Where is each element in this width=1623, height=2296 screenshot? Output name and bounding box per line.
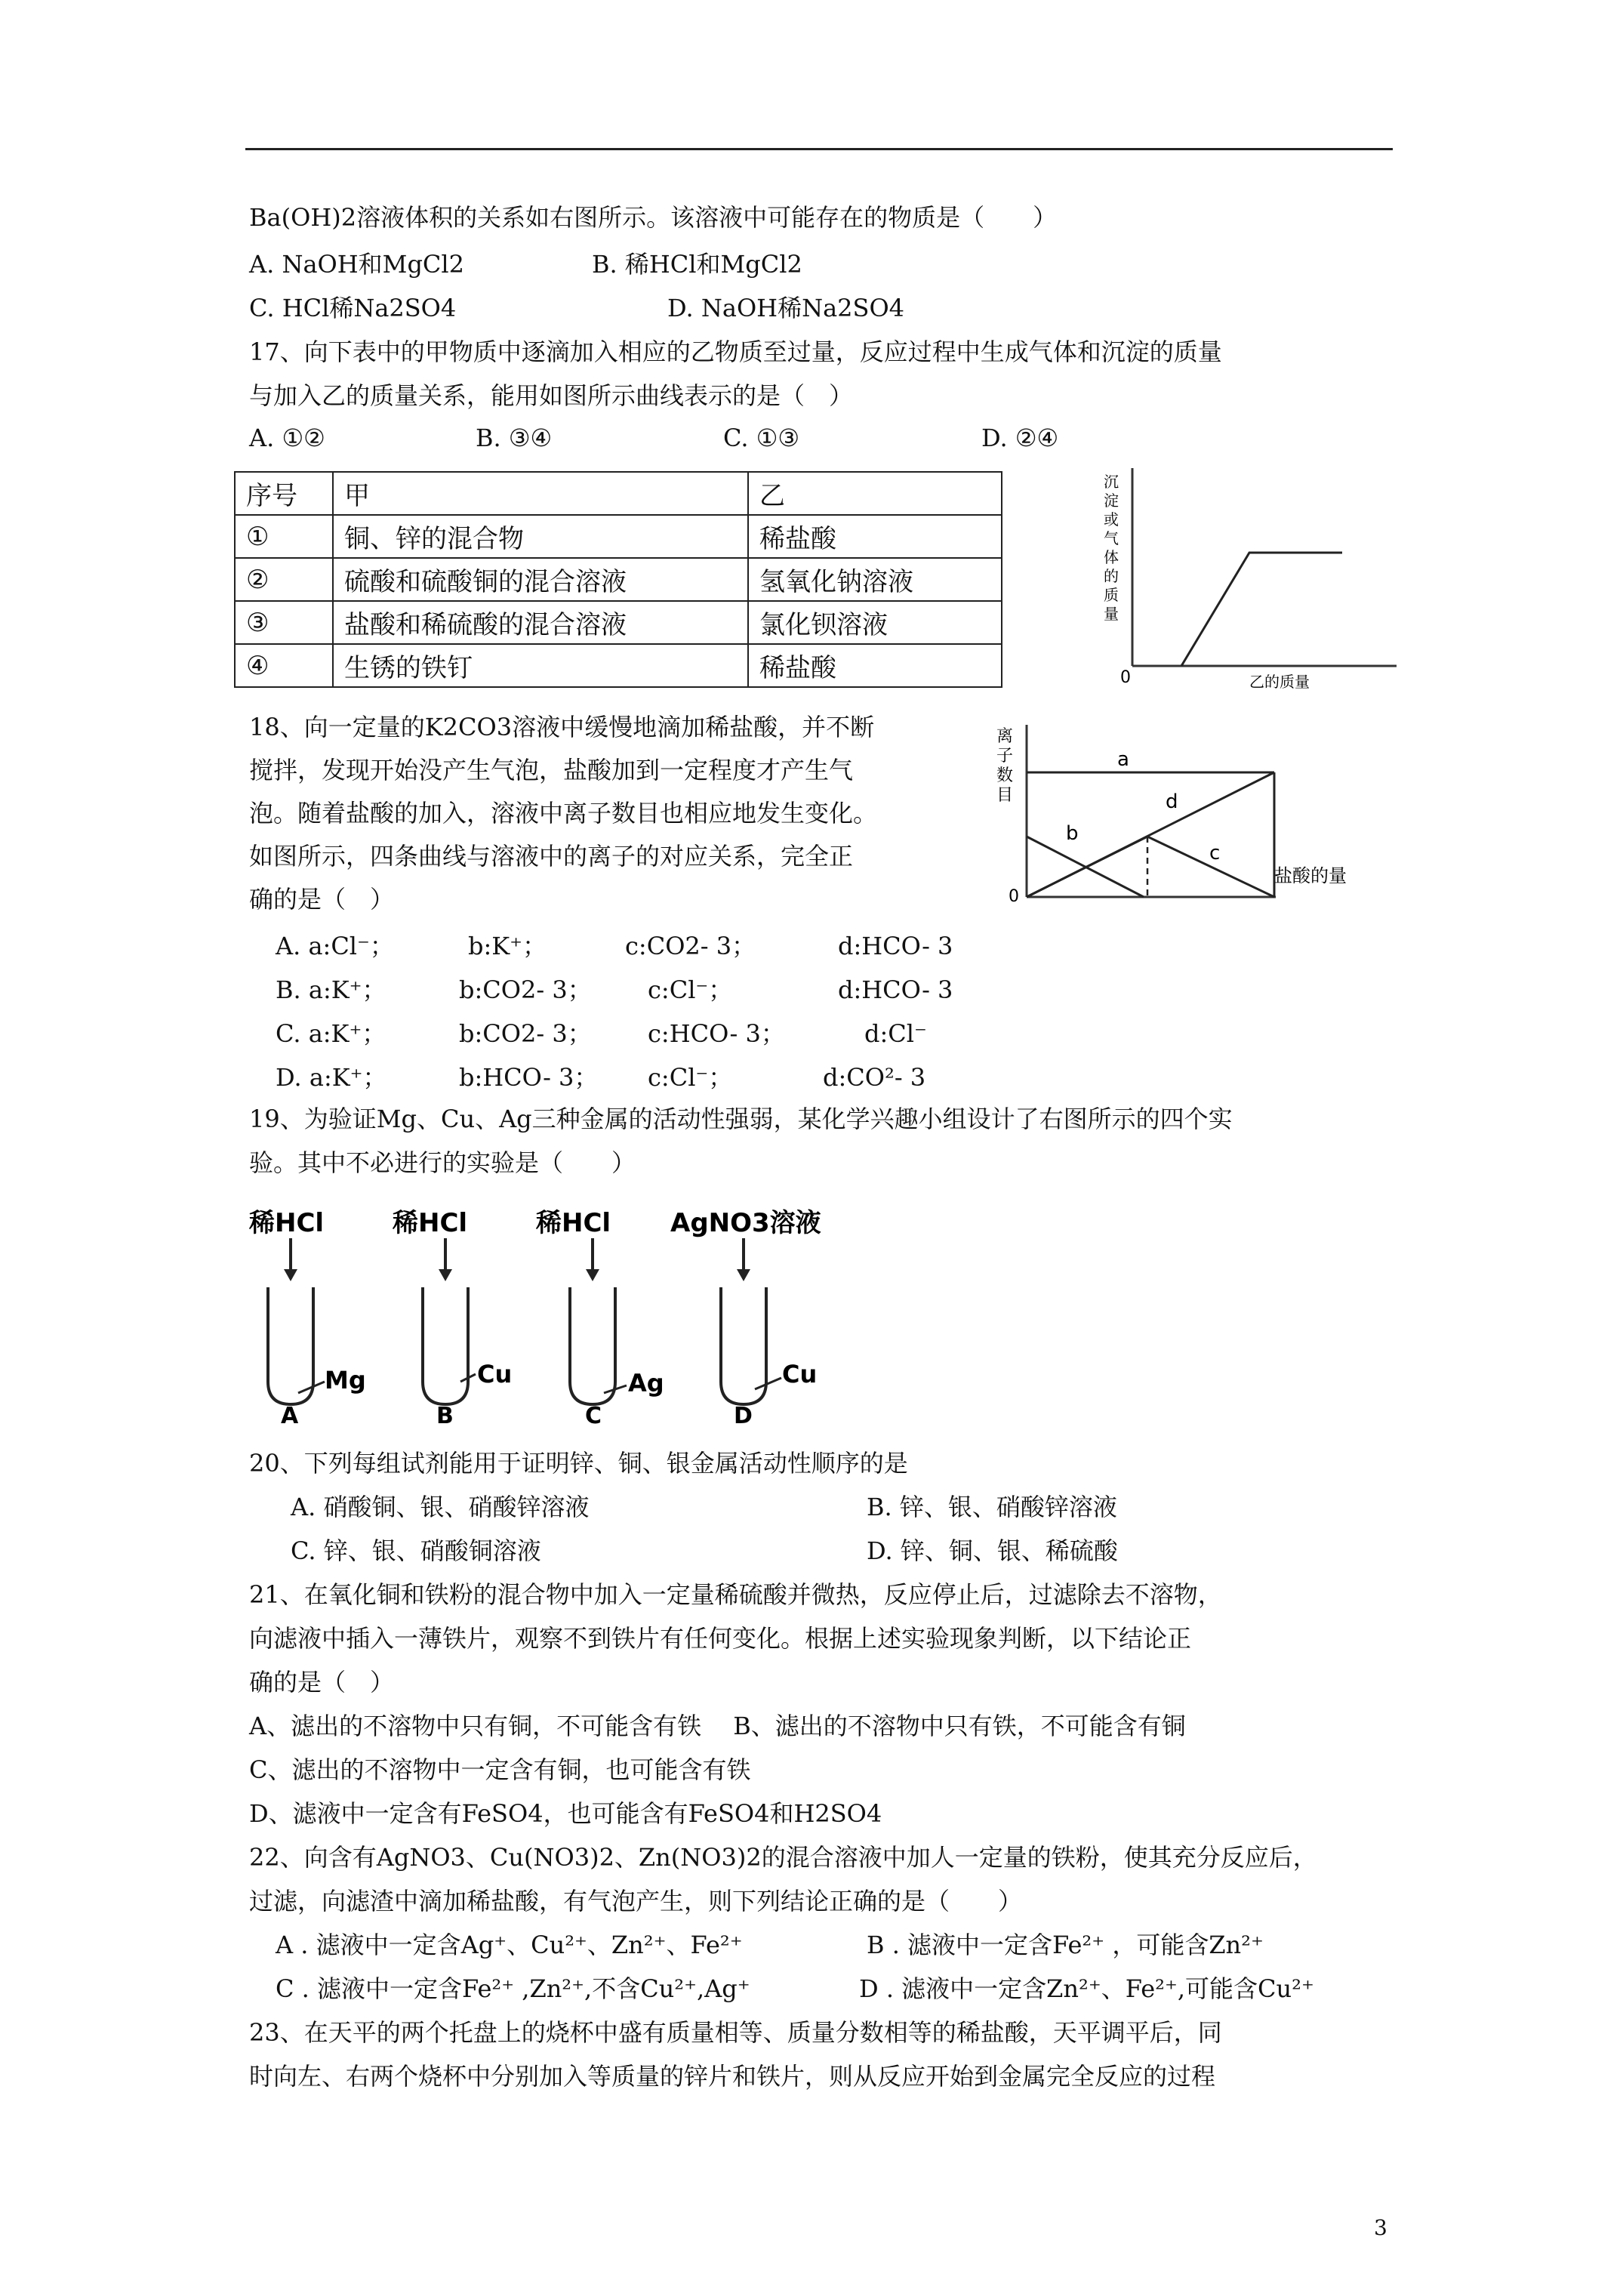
tube-D-letter: D: [734, 1403, 753, 1429]
q19-experiment-figure: [242, 1204, 861, 1431]
q21-option-d: D、滤液中一定含有FeSO4，也可能含有FeSO4和H2SO4: [249, 1799, 882, 1828]
table-row: [235, 601, 1002, 644]
y-axis-label-3: 或: [1104, 510, 1119, 529]
table-cell: 铜、锌的混合物: [333, 515, 748, 558]
tube-B-reagent: 稀HCl: [393, 1208, 468, 1238]
y-axis-label-5: 体: [1104, 548, 1119, 566]
tube-D: [670, 1208, 821, 1429]
tube-A: [248, 1208, 366, 1429]
q17-stem-2: 与加入乙的质量关系，能用如图所示曲线表示的是（ ）: [249, 381, 854, 410]
table-cell: 生锈的铁钉: [333, 644, 748, 687]
tube-D-arrowhead: [737, 1269, 750, 1281]
q17-table: [234, 471, 1002, 688]
y-axis-label-7: 质: [1104, 586, 1119, 604]
y-axis-label-2: 子: [996, 747, 1014, 766]
q18-B-1: B. a:K⁺；: [276, 975, 387, 1004]
tube-A-test-tube: [268, 1287, 313, 1404]
tube-D-reagent: AgNO3溶液: [670, 1208, 821, 1238]
origin-label: 0: [1120, 668, 1131, 687]
q18-A-1: A. a:Cl⁻；: [276, 932, 394, 960]
table-cell: ①: [235, 515, 333, 558]
q22-stem-1: 22、向含有AgNO3、Cu(NO3)2、Zn(NO3)2的混合溶液中加人一定量的铁粉，使其充分反应后，: [249, 1843, 1317, 1872]
tube-A-reagent: 稀HCl: [249, 1208, 325, 1238]
q17-option-b: B. ③④: [476, 424, 553, 452]
q18-stem-3: 泡。随着盐酸的加入，溶液中离子数目也相应地发生变化。: [249, 799, 878, 827]
q18-graph: [989, 717, 1381, 914]
q18-stem-2: 搅拌，发现开始没产生气泡，盐酸加到一定程度才产生气: [249, 756, 854, 784]
tube-C-test-tube: [570, 1287, 615, 1404]
q18-B-3: c:Cl⁻；: [648, 975, 733, 1004]
q17-option-d: D. ②④: [981, 424, 1059, 452]
y-axis-label-6: 的: [1104, 567, 1119, 585]
y-axis-label-1: 沉: [1104, 473, 1119, 491]
tube-C: [535, 1208, 664, 1429]
table-cell: ②: [235, 558, 333, 601]
tube-A-letter: A: [281, 1403, 299, 1429]
q20-option-d: D. 锌、铜、银、稀硫酸: [867, 1536, 1118, 1565]
tube-A-metal: Mg: [325, 1366, 366, 1395]
table-row: [235, 515, 1002, 558]
q20-option-a: A. 硝酸铜、银、硝酸锌溶液: [291, 1493, 590, 1521]
q16-option-c: C. HCl稀Na2SO4: [249, 294, 457, 322]
q23-stem-1: 23、在天平的两个托盘上的烧杯中盛有质量相等、质量分数相等的稀盐酸，天平调平后，同: [249, 2018, 1222, 2047]
tube-B-test-tube: [423, 1287, 468, 1404]
q18-C-4: d:Cl⁻: [864, 1019, 927, 1048]
table-cell: 氯化钡溶液: [748, 601, 1002, 644]
q22-option-c: C . 滤液中一定含Fe²⁺ ,Zn²⁺,不含Cu²⁺,Ag⁺: [276, 1974, 750, 2003]
tube-B-arrowhead: [439, 1269, 452, 1281]
tube-B-letter: B: [436, 1403, 454, 1429]
q21-stem-1: 21、在氧化铜和铁粉的混合物中加入一定量稀硫酸并微热，反应停止后，过滤除去不溶物，: [249, 1580, 1222, 1609]
table-cell: 稀盐酸: [748, 644, 1002, 687]
q18-D-2: b:HCO- 3；: [459, 1063, 599, 1092]
table-cell: 盐酸和稀硫酸的混合溶液: [333, 601, 748, 644]
q22-option-b: B . 滤液中一定含Fe²⁺ ，可能含Zn²⁺: [867, 1931, 1264, 1959]
curve: [1181, 553, 1342, 666]
table-cell: 硫酸和硫酸铜的混合溶液: [333, 558, 748, 601]
y-axis-label-1: 离: [996, 727, 1014, 746]
curve-d-label: d: [1166, 791, 1178, 813]
q21-stem-2: 向滤液中插入一薄铁片，观察不到铁片有任何变化。根据上述实验现象判断，以下结论正: [249, 1624, 1192, 1653]
tube-A-arrowhead: [284, 1269, 297, 1281]
tube-C-metal: Ag: [628, 1369, 664, 1398]
q20-stem: 20、下列每组试剂能用于证明锌、铜、银金属活动性顺序的是: [249, 1449, 908, 1478]
table-cell: ③: [235, 601, 333, 644]
curve-a-label: a: [1117, 748, 1129, 771]
q18-stem-4: 如图所示，四条曲线与溶液中的离子的对应关系，完全正: [249, 842, 854, 871]
tube-B: [392, 1208, 512, 1429]
q18-stem-5: 确的是（ ）: [249, 885, 395, 914]
q21-stem-3: 确的是（ ）: [249, 1668, 395, 1697]
q18-C-2: b:CO2- 3；: [459, 1019, 592, 1048]
header-rule: [245, 148, 1393, 150]
table-header-cell: 序号: [235, 472, 333, 515]
origin-label: 0: [1009, 887, 1019, 906]
table-cell: 氢氧化钠溶液: [748, 558, 1002, 601]
q22-option-a: A . 滤液中一定含Ag⁺、Cu²⁺、Zn²⁺、Fe²⁺: [276, 1931, 743, 1959]
q18-A-3: c:CO2- 3；: [625, 932, 756, 960]
tube-B-metal: Cu: [477, 1360, 513, 1388]
q17-graph: [1087, 453, 1404, 695]
page-number: 3: [1374, 2215, 1387, 2240]
q23-stem-2: 时向左、右两个烧杯中分别加入等质量的锌片和铁片，则从反应开始到金属完全反应的过程: [249, 2062, 1216, 2091]
q21-option-c: C、滤出的不溶物中一定含有铜，也可能含有铁: [249, 1755, 751, 1784]
table-row: [235, 644, 1002, 687]
table-header-cell: 乙: [748, 472, 1002, 515]
y-axis-label-2: 淀: [1104, 492, 1119, 510]
q16-option-d: D. NaOH稀Na2SO4: [667, 294, 905, 322]
q22-stem-2: 过滤，向滤渣中滴加稀盐酸，有气泡产生，则下列结论正确的是（ ）: [249, 1887, 1023, 1915]
tube-D-pointer: [755, 1378, 781, 1389]
tube-C-arrowhead: [586, 1269, 599, 1281]
q18-stem-1: 18、向一定量的K2CO3溶液中缓慢地滴加稀盐酸，并不断: [249, 713, 875, 741]
x-axis-label: 盐酸的量: [1274, 865, 1347, 886]
q18-D-1: D. a:K⁺；: [276, 1063, 387, 1092]
y-axis-label-8: 量: [1104, 605, 1119, 623]
q20-option-c: C. 锌、银、硝酸铜溶液: [291, 1536, 541, 1565]
q16-option-a: A. NaOH和MgCl2: [249, 250, 465, 279]
q18-B-2: b:CO2- 3；: [459, 975, 592, 1004]
y-axis-label-3: 数: [996, 766, 1014, 785]
q18-D-3: c:Cl⁻；: [648, 1063, 733, 1092]
table-cell: ④: [235, 644, 333, 687]
q19-stem-2: 验。其中不必进行的实验是（ ）: [249, 1148, 636, 1177]
curve-b-label: b: [1066, 822, 1079, 845]
table-row: [235, 558, 1002, 601]
x-axis-label: 乙的质量: [1249, 673, 1310, 691]
q17-option-a: A. ①②: [249, 424, 325, 452]
q18-A-4: d:HCO- 3: [838, 932, 953, 960]
q17-stem-1: 17、向下表中的甲物质中逐滴加入相应的乙物质至过量，反应过程中生成气体和沉淀的质量: [249, 337, 1222, 366]
q18-B-4: d:HCO- 3: [838, 975, 953, 1004]
table-header-row: [235, 472, 1002, 515]
q18-D-4: d:CO²- 3: [823, 1063, 926, 1092]
q18-C-1: C. a:K⁺；: [276, 1019, 387, 1048]
table-header-cell: 甲: [333, 472, 748, 515]
q21-option-ab: A、滤出的不溶物中只有铜，不可能含有铁 B、滤出的不溶物中只有铁，不可能含有铜: [249, 1712, 1186, 1740]
curve-c-label: c: [1209, 842, 1221, 864]
tube-D-metal: Cu: [782, 1360, 818, 1388]
table-cell: 稀盐酸: [748, 515, 1002, 558]
q22-option-d: D . 滤液中一定含Zn²⁺、Fe²⁺,可能含Cu²⁺: [859, 1974, 1314, 2003]
y-axis-label-4: 气: [1104, 529, 1119, 547]
q16-stem: Ba(OH)2溶液体积的关系如右图所示。该溶液中可能存在的物质是（ ）: [249, 203, 1058, 232]
y-axis-label-4: 目: [996, 786, 1014, 805]
q20-option-b: B. 锌、银、硝酸锌溶液: [867, 1493, 1117, 1521]
q17-option-c: C. ①③: [723, 424, 800, 452]
q19-stem-1: 19、为验证Mg、Cu、Ag三种金属的活动性强弱，某化学兴趣小组设计了右图所示的四个实: [249, 1105, 1233, 1133]
q16-option-b: B. 稀HCl和MgCl2: [592, 250, 802, 279]
q18-A-2: b:K⁺；: [468, 932, 547, 960]
tube-C-reagent: 稀HCl: [536, 1208, 611, 1238]
q18-C-3: c:HCO- 3；: [648, 1019, 785, 1048]
curve-c: [1027, 837, 1274, 897]
tube-C-letter: C: [585, 1403, 602, 1429]
